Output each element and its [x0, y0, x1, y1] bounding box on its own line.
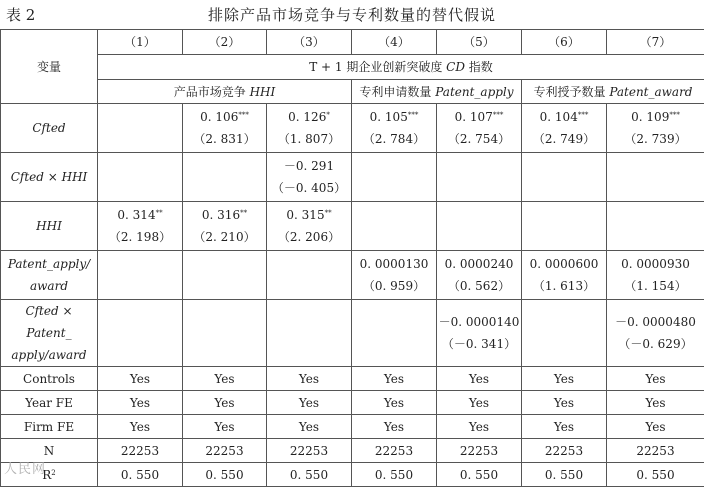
significance-stars: ***	[238, 111, 249, 119]
coefficient: 0. 316**	[183, 204, 266, 226]
table-cell	[183, 251, 267, 300]
table-cell	[267, 300, 352, 367]
table-cell	[183, 153, 267, 202]
coefficient: 0. 106***	[183, 106, 266, 128]
t-statistic: （2. 831）	[183, 128, 266, 150]
table-cell	[352, 202, 437, 251]
row-label	[1, 300, 98, 367]
table-cell: 0. 550	[183, 463, 267, 487]
table-title: 排除产品市场竞争与专利数量的替代假说	[0, 4, 704, 25]
table-cell: Yes	[183, 391, 267, 415]
t-statistic: （2. 206）	[267, 226, 351, 248]
col-header-4: （4）	[352, 30, 437, 55]
col-header-5: （5）	[437, 30, 522, 55]
table-cell	[522, 300, 607, 367]
coefficient: 0. 0000600	[522, 253, 606, 275]
table-cell: 0. 550	[267, 463, 352, 487]
table-cell	[437, 104, 522, 153]
col-header-2: （2）	[183, 30, 267, 55]
watermark: 人民网	[4, 458, 46, 477]
table-cell: 22253	[352, 439, 437, 463]
table-cell: Yes	[98, 391, 183, 415]
table-cell: Yes	[98, 367, 183, 391]
table-row	[1, 300, 704, 367]
row-label: $R^2$	[1, 463, 98, 487]
table-cell: 22253	[522, 439, 607, 463]
t-statistic: （－0. 341）	[437, 333, 521, 355]
table-cell	[183, 202, 267, 251]
table-cell: Yes	[183, 367, 267, 391]
row-label: Firm FE	[1, 415, 98, 439]
table-cell: Yes	[352, 415, 437, 439]
coefficient: －0. 0000480	[607, 311, 704, 333]
table-cell	[437, 153, 522, 202]
table-cell: Yes	[522, 391, 607, 415]
table-cell	[183, 300, 267, 367]
row-label: N	[1, 439, 98, 463]
table-cell	[352, 251, 437, 300]
table-cell: Yes	[267, 367, 352, 391]
row-label: Cfted × HHI	[1, 153, 98, 202]
table-cell	[607, 153, 704, 202]
row-label-line: Cfted × Patent_	[1, 300, 97, 344]
t-statistic: （1. 613）	[522, 275, 606, 297]
table-cell	[183, 104, 267, 153]
table-cell	[98, 251, 183, 300]
table-row	[1, 391, 704, 415]
table-cell	[352, 104, 437, 153]
table-cell: 22253	[437, 439, 522, 463]
t-statistic: （0. 562）	[437, 275, 521, 297]
t-statistic: （－0. 629）	[607, 333, 704, 355]
coefficient: 0. 315**	[267, 204, 351, 226]
table-cell: 22253	[607, 439, 704, 463]
coefficient: 0. 105***	[352, 106, 436, 128]
group-header-patent-apply: 专利申请数量 Patent_apply	[352, 80, 522, 104]
table-cell	[607, 300, 704, 367]
table-cell	[267, 251, 352, 300]
row-label: Year FE	[1, 391, 98, 415]
row-label: Cfted	[1, 104, 98, 153]
table-cell	[437, 202, 522, 251]
significance-stars: ***	[493, 111, 504, 119]
coefficient: 0. 126*	[267, 106, 351, 128]
col-header-3: （3）	[267, 30, 352, 55]
row-label-line: apply/award	[1, 344, 97, 366]
t-statistic: （2. 198）	[98, 226, 182, 248]
table-cell: 22253	[267, 439, 352, 463]
table-cell	[98, 202, 183, 251]
table-cell: 0. 550	[98, 463, 183, 487]
significance-stars: ***	[408, 111, 419, 119]
table-cell: 22253	[183, 439, 267, 463]
table-row	[1, 251, 704, 300]
coefficient: 0. 104***	[522, 106, 606, 128]
t-statistic: （2. 749）	[522, 128, 606, 150]
table-caption	[0, 0, 704, 26]
coefficient: －0. 291	[267, 155, 351, 177]
table-cell: Yes	[607, 367, 704, 391]
table-cell: Yes	[607, 415, 704, 439]
table-cell	[437, 300, 522, 367]
significance-stars: **	[325, 209, 332, 217]
table-cell	[352, 300, 437, 367]
regression-table	[0, 29, 704, 487]
table-cell	[607, 251, 704, 300]
row-label-line: award	[1, 275, 97, 297]
row-label-line: Patent_apply/	[1, 253, 97, 275]
coefficient: 0. 0000130	[352, 253, 436, 275]
t-statistic: （2. 210）	[183, 226, 266, 248]
table-cell	[522, 251, 607, 300]
row-label: Controls	[1, 367, 98, 391]
table-cell	[607, 104, 704, 153]
table-row	[1, 439, 704, 463]
table-cell: Yes	[352, 391, 437, 415]
t-statistic: （0. 959）	[352, 275, 436, 297]
table-cell	[98, 300, 183, 367]
significance-stars: *	[326, 111, 330, 119]
coefficient: 0. 0000240	[437, 253, 521, 275]
coefficient: 0. 107***	[437, 106, 521, 128]
coefficient: 0. 0000930	[607, 253, 704, 275]
table-cell	[522, 104, 607, 153]
table-row	[1, 415, 704, 439]
table-cell	[607, 202, 704, 251]
table-cell: 0. 550	[522, 463, 607, 487]
t-statistic: （2. 754）	[437, 128, 521, 150]
table-cell: Yes	[352, 367, 437, 391]
significance-stars: ***	[578, 111, 589, 119]
table-cell	[98, 104, 183, 153]
table-cell	[98, 153, 183, 202]
table-cell: 0. 550	[607, 463, 704, 487]
table-cell: Yes	[267, 415, 352, 439]
group-header-hhi: 产品市场竞争 HHI	[98, 80, 352, 104]
dependent-variable-header: T + 1 期企业创新突破度 CD 指数	[98, 55, 704, 80]
t-statistic: （－0. 405）	[267, 177, 351, 199]
table-cell: Yes	[607, 391, 704, 415]
table-label: 表 2	[6, 4, 35, 25]
table-row	[1, 202, 704, 251]
table-cell: Yes	[522, 367, 607, 391]
significance-stars: **	[156, 209, 163, 217]
variable-header: 变量	[1, 30, 98, 104]
table-cell	[437, 251, 522, 300]
coefficient: 0. 109***	[607, 106, 704, 128]
table-cell	[522, 153, 607, 202]
table-cell: Yes	[437, 415, 522, 439]
table-cell	[267, 104, 352, 153]
table-cell	[267, 153, 352, 202]
table-row	[1, 104, 704, 153]
table-cell: Yes	[522, 415, 607, 439]
significance-stars: ***	[669, 111, 680, 119]
table-cell	[522, 202, 607, 251]
table-row	[1, 153, 704, 202]
table-cell: Yes	[183, 415, 267, 439]
col-header-7: （7）	[607, 30, 704, 55]
table-row	[1, 367, 704, 391]
table-cell: 22253	[98, 439, 183, 463]
row-label: HHI	[1, 202, 98, 251]
table-cell: Yes	[437, 391, 522, 415]
t-statistic: （2. 739）	[607, 128, 704, 150]
significance-stars: **	[240, 209, 247, 217]
coefficient: 0. 314**	[98, 204, 182, 226]
table-cell: Yes	[267, 391, 352, 415]
table-cell	[352, 153, 437, 202]
t-statistic: （1. 807）	[267, 128, 351, 150]
table-cell: Yes	[437, 367, 522, 391]
col-header-1: （1）	[98, 30, 183, 55]
col-header-6: （6）	[522, 30, 607, 55]
coefficient: －0. 0000140	[437, 311, 521, 333]
row-label	[1, 251, 98, 300]
table-cell: Yes	[98, 415, 183, 439]
group-header-patent-award: 专利授予数量 Patent_award	[522, 80, 704, 104]
table-cell: 0. 550	[437, 463, 522, 487]
table-cell: 0. 550	[352, 463, 437, 487]
t-statistic: （2. 784）	[352, 128, 436, 150]
t-statistic: （1. 154）	[607, 275, 704, 297]
table-cell	[267, 202, 352, 251]
